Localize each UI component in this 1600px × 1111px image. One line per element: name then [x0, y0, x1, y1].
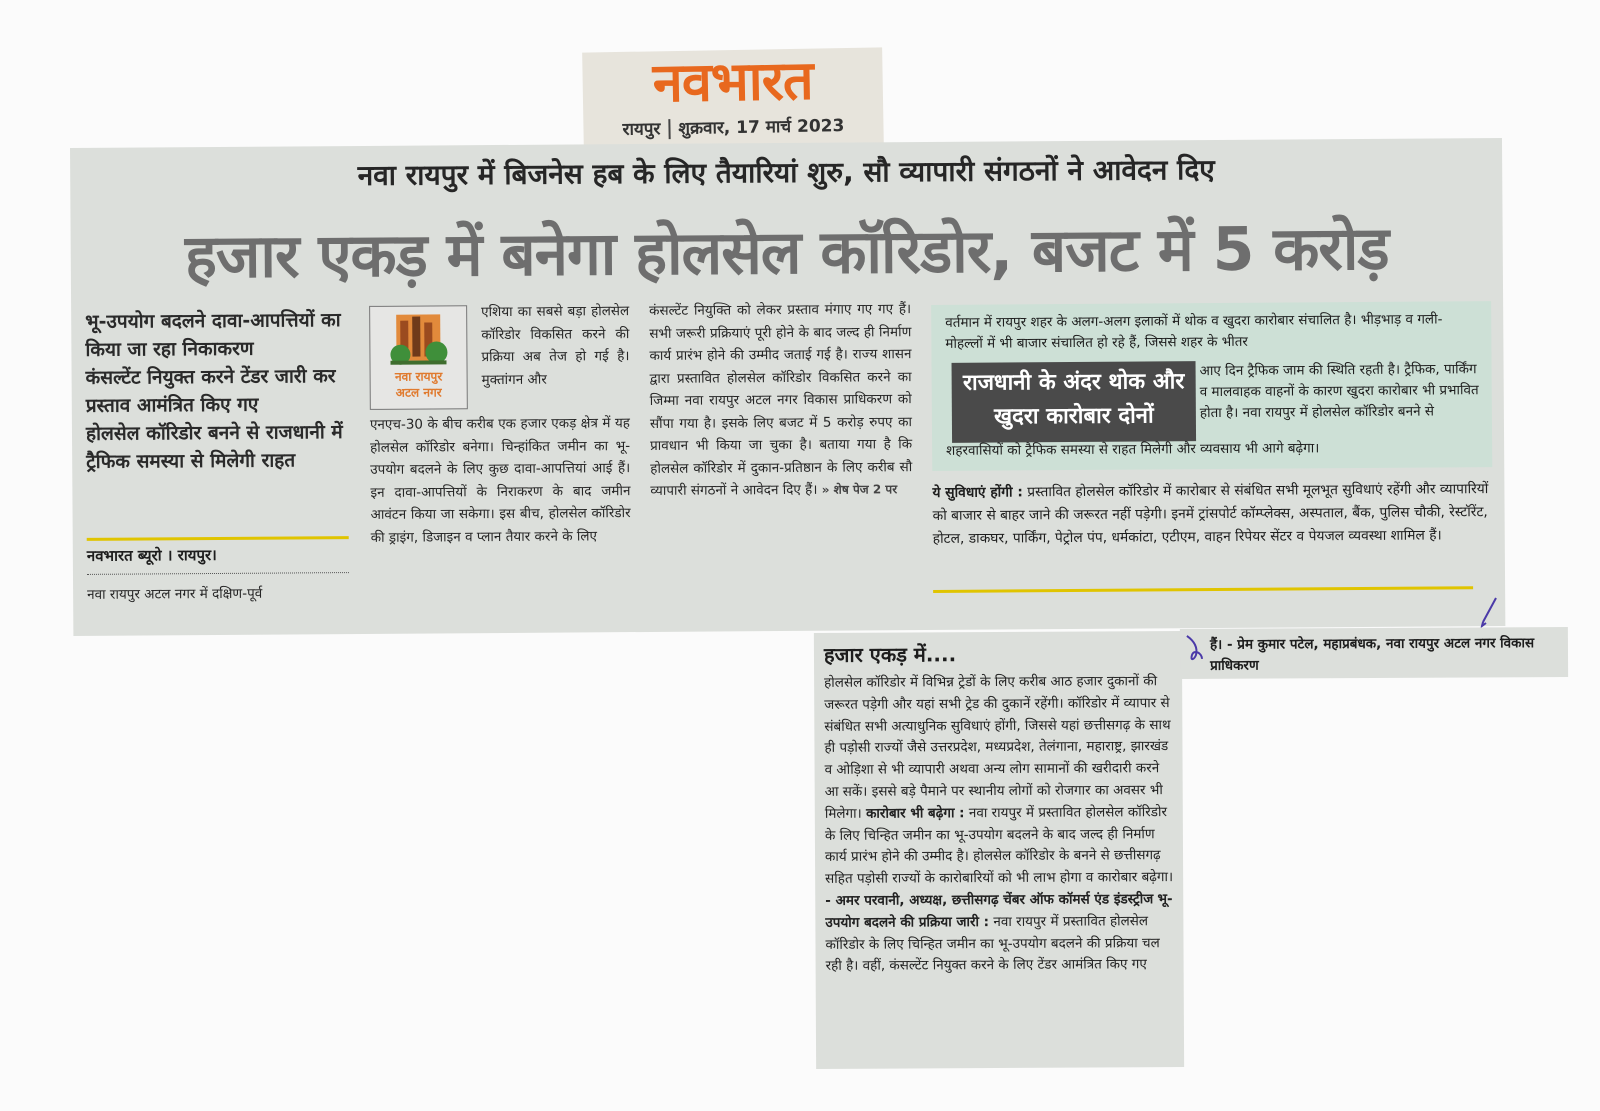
dateline-separator [668, 119, 670, 139]
article-column-3-text: कंसल्टेंट नियुक्ति को लेकर प्रस्ताव मंगाए गए गए हैं। सभी जरूरी प्रक्रियाएं पूरी होने के बाद जल्द ही निर्माण कार्य प्रारंभ होने की उम्मीद जताई गई है। राज्य शासन द्वारा प्रस्तावित होलसेल कॉरिडोर विकसित करने का जिम्मा नवा रायपुर अटल नगर विकास प्राधिकरण को सौंपा गया है। इसके लिए बजट में 5 करोड़ रुपए का प्रावधान भी किया जा चुका है। बताया गया है कि होलसेल कॉरिडोर में दुकान-प्रतिष्ठान के लिए करीब सौ व्यापारी संगठनों ने आवेदन दिए हैं। [649, 301, 913, 499]
pen-scribble-icon [1184, 633, 1206, 663]
continuation-lead-3: भू-उपयोग बदलने की प्रक्रिया जारी : [825, 891, 1173, 931]
logo-tagline: नवा रायपुर अटल नगर [394, 369, 443, 400]
info-box [931, 301, 1492, 471]
info-box-conclusion: शहरवासियों को ट्रैफिक समस्या से राहत मिलेगी और व्यवसाय भी आगे बढ़ेगा। [946, 440, 1320, 459]
dateline [583, 111, 883, 144]
dateline-date: शुक्रवार, 17 मार्च 2023 [678, 116, 845, 139]
article-column-2-top: एशिया का सबसे बड़ा होलसेल कॉरिडोर विकसित करने की प्रक्रिया अब तेज हो गई है। मुक्तांगन और [481, 303, 630, 388]
deck-divider [87, 536, 349, 541]
naya-raipur-logo [369, 305, 468, 410]
article-column-3 [649, 298, 912, 502]
article-column-1: नवा रायपुर अटल नगर में दक्षिण-पूर्व [87, 585, 263, 603]
main-article-clipping [70, 138, 1505, 636]
continuation-paragraph-3: नवा रायपुर में प्रस्तावित होलसेल कॉरिडोर के लिए चिन्हित जमीन का भू-उपयोग बदलने की प्रक्रिया चल रही है। वहीं, कंसल्टेंट नियुक्त करने के लिए टेंडर आमंत्रित किए गए [825, 912, 1160, 975]
continuation-attribution: - अमर परवानी, अध्यक्ष, छत्तीसगढ़ चेंबर ऑफ कॉमर्स एंड इंडस्ट्रीज [825, 891, 1154, 909]
info-box-label: राजधानी के अंदर थोक और खुदरा कारोबार दोनों [952, 361, 1197, 443]
article-deck: भू-उपयोग बदलने दावा-आपत्तियों का किया जा रहा निकाकरण कंसल्टेंट नियुक्त करने टेंडर जारी कर प्रस्ताव आमंत्रित किए गए होलसेल कॉरिडोर बनने से राजधानी में ट्रैफिक समस्या से मिलेगी राहत [85, 309, 343, 473]
continued-on-page-2: » शेष पेज 2 पर [821, 482, 898, 497]
dateline-city: रायपुर [622, 119, 661, 140]
article-kicker: नवा रायपुर में बिजनेस हब के लिए तैयारियां शुरु, सौ व्यापारी संगठनों ने आवेदन दिए [357, 153, 1215, 192]
pen-mark-icon [1480, 596, 1498, 628]
facilities-paragraph [932, 478, 1492, 551]
city-skyline-icon [370, 306, 466, 369]
info-box-intro: वर्तमान में रायपुर शहर के अलग-अलग इलाकों में थोक व खुदरा कारोबार संचालित है। भीड़भाड़ व गली-मोहल्लों में भी बाजार संचालित हो रहे हैं, जिससे शहर के भीतर [945, 311, 1443, 352]
continuation-paragraph-1: होलसेल कॉरिडोर में विभिन्न ट्रेडों के लिए करीब आठ हजार दुकानों की जरूरत पड़ेगी और यहां सभी ट्रेड की दुकानें रहेंगी। कॉरिडोर में व्यापार से संबंधित सभी अत्याधुनिक सुविधाएं होंगी, जिससे यहां छत्तीसगढ़ के साथ ही पड़ोसी राज्यों जैसे उत्तरप्रदेश, मध्यप्रदेश, तेलंगाना, महाराष्ट्र, झारखंड व ओड़िशा से भी व्यापारी अथवा अन्य लोग सामानों की खरीदारी करने आ सकें। इससे बड़े पैमाने पर स्थानीय लोगों को रोजगार का अवसर भी मिलेगा। [824, 673, 1171, 822]
masthead-clipping [582, 47, 884, 152]
quote-attribution: हैं। - प्रेम कुमार पटेल, महाप्रबंधक, नवा रायपुर अटल नगर विकास प्राधिकरण [1209, 635, 1535, 674]
quote-tail-clipping [1180, 627, 1568, 679]
facilities-lead: ये सुविधाएं होंगी : [932, 484, 1023, 501]
continuation-paragraph-2: नवा रायपुर में प्रस्तावित होलसेल कॉरिडोर के लिए चिन्हित जमीन का भू-उपयोग बदलने के बाद जल्द ही निर्माण कार्य प्रारंभ होने की उम्मीद है। होलसेल कॉरिडोर के बनने से छत्तीसगढ़ सहित पड़ोसी राज्यों के कारोबारियों को भी लाभ होगा व कारोबार बढ़ेगा। [824, 803, 1174, 888]
article-headline: हजार एकड़ में बनेगा होलसेल कॉरिडोर, बजट में 5 करोड़ [184, 213, 1389, 293]
newspaper-logo: नवभारत [652, 48, 814, 115]
info-box-right-text: आए दिन ट्रैफिक जाम की स्थिति रहती है। ट्रैफिक, पार्किंग व मालवाहक वाहनों के कारण खुदरा कारोबार भी प्रभावित होता है। नवा रायपुर में होलसेल कॉरिडोर बनने से [1199, 361, 1479, 422]
byline-divider [87, 572, 349, 575]
continuation-lead-2: कारोबार भी बढ़ेगा : [865, 804, 965, 822]
article-column-2-bottom: एनएच-30 के बीच करीब एक हजार एकड़ क्षेत्र में यह होलसेल कॉरिडोर बनेगा। चिन्हांकित जमीन का भू-उपयोग बदलने के लिए कुछ दावा-आपत्तियां आई हैं। इन दावा-आपत्तियों के निराकरण के बाद जमीन आवंटन किया जा सकेगा। इस बीच, होलसेल कॉरिडोर की ड्राइंग, डिजाइन व प्लान तैयार करने के लिए [369, 415, 631, 546]
continuation-title: हजार एकड़ में.... [823, 642, 957, 667]
continuation-clipping [814, 631, 1184, 1069]
article-byline: नवभारत ब्यूरो । रायपुर। [86, 545, 217, 565]
facilities-text: प्रस्तावित होलसेल कॉरिडोर में कारोबार से संबंधित सभी मूलभूत सुविधाएं रहेंगी और व्यापारियों को बाजार से बाहर जाने की जरूरत नहीं पड़ेगी। इनमें ट्रांसपोर्ट कॉम्प्लेक्स, अस्पताल, बैंक, पुलिस चौकी, रेस्टॉरेंट, होटल, डाकघर, पार्किंग, पेट्रोल पंप, धर्मकांटा, एटीएम, वाहन रिपेयर सेंटर व पेयजल व्यवस्था शामिल हैं। [932, 481, 1489, 547]
continuation-body [824, 671, 1176, 978]
facilities-divider [933, 586, 1473, 593]
